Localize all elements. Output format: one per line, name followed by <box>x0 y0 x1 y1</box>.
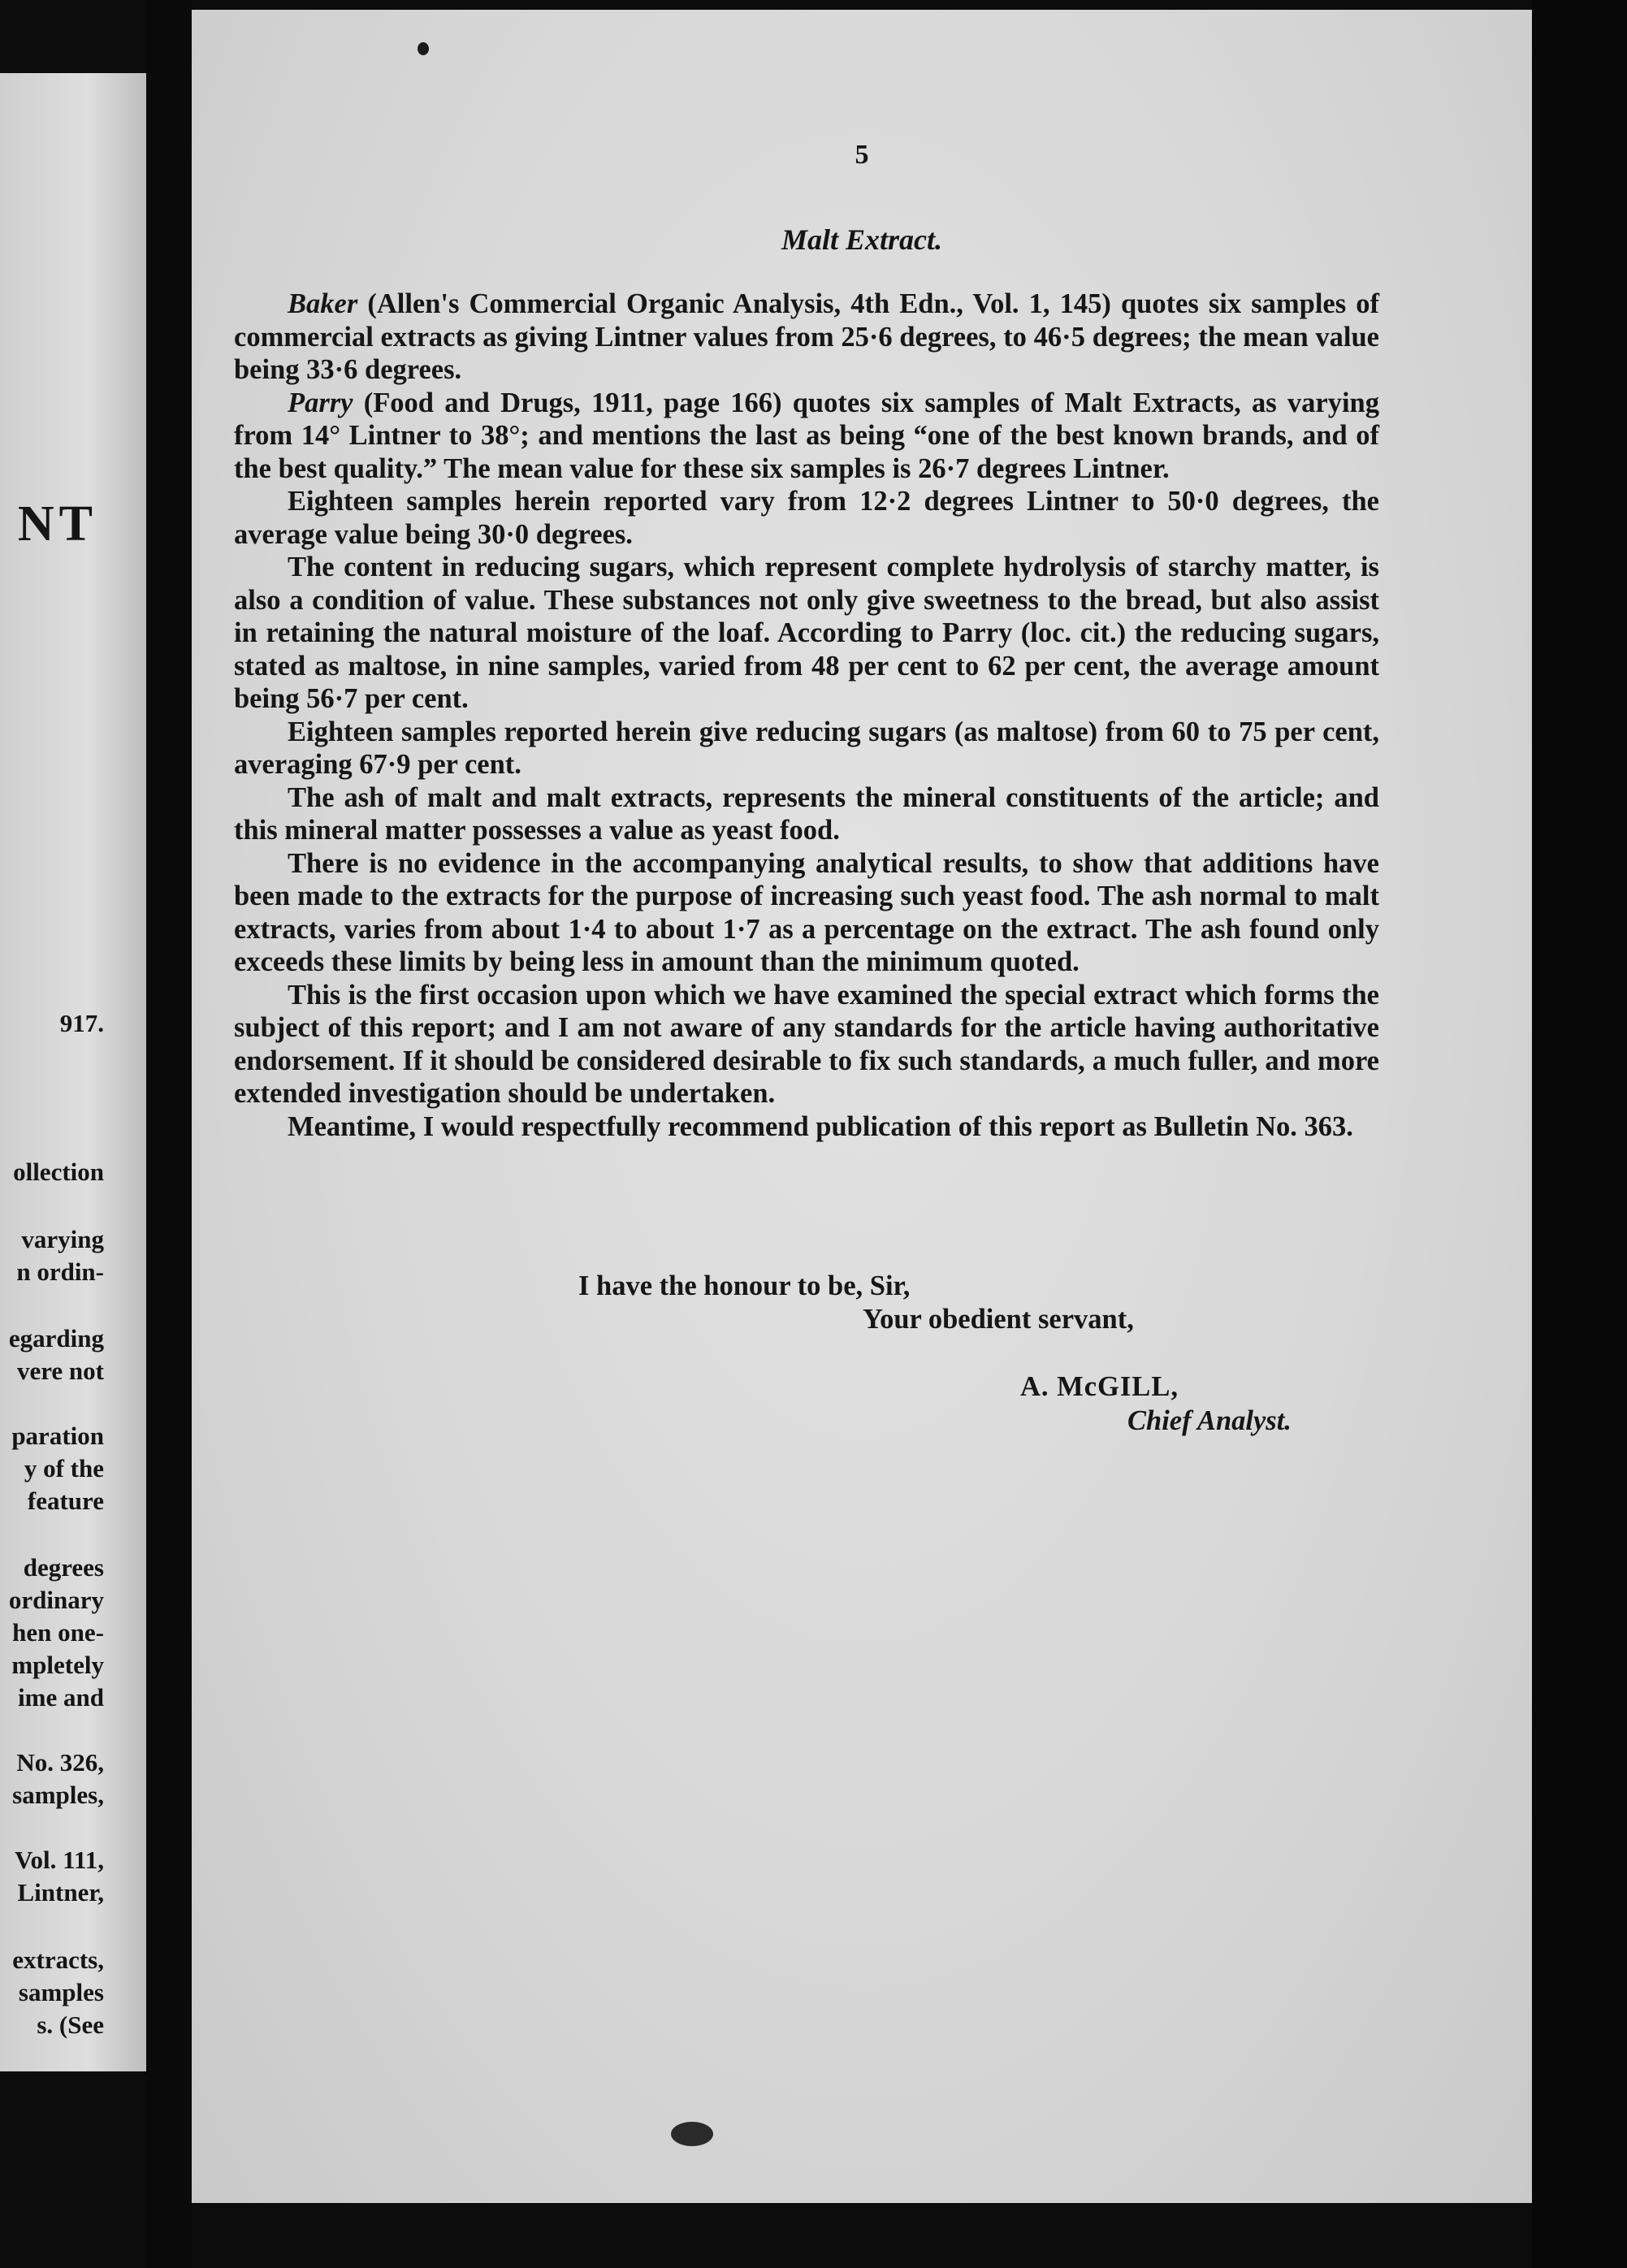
body-paragraph <box>234 1110 1379 1144</box>
complimentary-close-servant: Your obedient servant, <box>863 1304 1134 1335</box>
left-page-line: ime and <box>18 1683 104 1712</box>
body-paragraph <box>234 847 1379 979</box>
paragraph-text: Eighteen samples reported herein give reducing sugars (as maltose) from 60 to 75 per cent, averaging 67·9 per cent. <box>234 716 1379 780</box>
paragraph-text: Eighteen samples herein reported vary from 12·2 degrees Lintner to 50·0 degrees, the average value being 30·0 degrees. <box>234 486 1379 550</box>
left-page-line: Vol. 111, <box>15 1846 104 1874</box>
left-page-line: feature <box>27 1487 104 1515</box>
document-page <box>192 10 1532 2203</box>
left-page-line: varying <box>21 1225 104 1253</box>
body-paragraph <box>234 781 1379 847</box>
left-page-line: ordinary <box>8 1586 104 1614</box>
page-number: 5 <box>855 140 869 170</box>
left-page-line: Lintner, <box>17 1878 104 1907</box>
body-paragraph <box>234 485 1379 551</box>
body-paragraph <box>234 716 1379 781</box>
left-page-line: mpletely <box>11 1651 104 1679</box>
paragraph-text: The content in reducing sugars, which represent complete hydrolysis of starchy matter, is also a condition of value. These substances not only give sweetness to the bread, but also assist in retaining the natural moisture of the loaf. According to Parry (loc. cit.) the reducing sugars, stated as maltose, in nine samples, varied from 48 per cent to 62 per cent, the average amount being 56·7 per cent. <box>234 552 1379 714</box>
left-page-line: degrees <box>23 1553 104 1582</box>
left-page-line: s. (See <box>37 2010 104 2039</box>
signature-name: A. McGILL, <box>1020 1371 1179 1402</box>
signature-title: Chief Analyst. <box>1127 1405 1292 1436</box>
left-facing-page <box>0 73 146 2071</box>
left-page-line: y of the <box>24 1454 104 1482</box>
body-paragraph <box>234 979 1379 1110</box>
paragraph-text: There is no evidence in the accompanying analytical results, to show that additions have been made to the extracts for the purpose of increasing such yeast food. The ash normal to malt extracts, varies from about 1·4 to about 1·7 as a percentage on the extract. The ash found only exceeds these limits by being less in amount than the minimum quoted. <box>234 847 1379 977</box>
section-title: Malt Extract. <box>781 223 943 256</box>
left-page-line: samples, <box>12 1781 104 1809</box>
left-page-line: samples <box>18 1978 104 2006</box>
left-page-line: No. 326, <box>16 1748 104 1777</box>
left-page-line: egarding <box>8 1324 104 1353</box>
paragraph-text: Meantime, I would respectfully recommend publication of this report as Bulletin No. 363. <box>288 1110 1353 1142</box>
left-page-line: hen one- <box>12 1618 104 1647</box>
ink-blot <box>671 2122 713 2146</box>
left-page-heading-fragment: NT <box>17 496 97 552</box>
paragraph-text: The ash of malt and malt extracts, represents the mineral constituents of the article; and this mineral matter possesses a value as yeast food. <box>234 781 1379 846</box>
complimentary-close: I have the honour to be, Sir, <box>578 1270 911 1301</box>
paragraph-text: (Food and Drugs, 1911, page 166) quotes six samples of Malt Extracts, as varying from 14° Lintner to 38°; and mentions the last as being “one of the best known brands, and of the best quality.” The mean value for these six samples is 26·7 degrees Lintner. <box>234 387 1379 484</box>
left-page-line: extracts, <box>12 1946 104 1974</box>
left-page-line: 917. <box>59 1009 104 1037</box>
left-page-line: vere not <box>16 1357 104 1385</box>
report-body <box>234 288 1379 1143</box>
body-paragraph <box>234 551 1379 716</box>
body-paragraph <box>234 288 1379 387</box>
binding-gutter <box>146 0 192 2268</box>
scan-border <box>1532 0 1627 2268</box>
paragraph-text: This is the first occasion upon which we have examined the special extract which forms the subject of this report; and I am not aware of any standards for the article having authoritative endorsement. If it should be considered desirable to fix such standards, a much fuller, and more extended investigation should be undertaken. <box>234 979 1379 1109</box>
body-paragraph <box>234 387 1379 486</box>
left-page-line: paration <box>11 1422 104 1450</box>
paragraph-text: (Allen's Commercial Organic Analysis, 4th Edn., Vol. 1, 145) quotes six samples of commercial extracts as giving Lintner values from 25·6 degrees, to 46·5 degrees; the mean value being 33·6 degrees. <box>234 288 1379 385</box>
left-page-line: ollection <box>13 1158 104 1186</box>
ink-speck <box>418 42 429 55</box>
left-page-line: n ordin- <box>16 1257 104 1286</box>
cited-author: Parry <box>288 387 353 418</box>
cited-author: Baker <box>288 288 358 319</box>
